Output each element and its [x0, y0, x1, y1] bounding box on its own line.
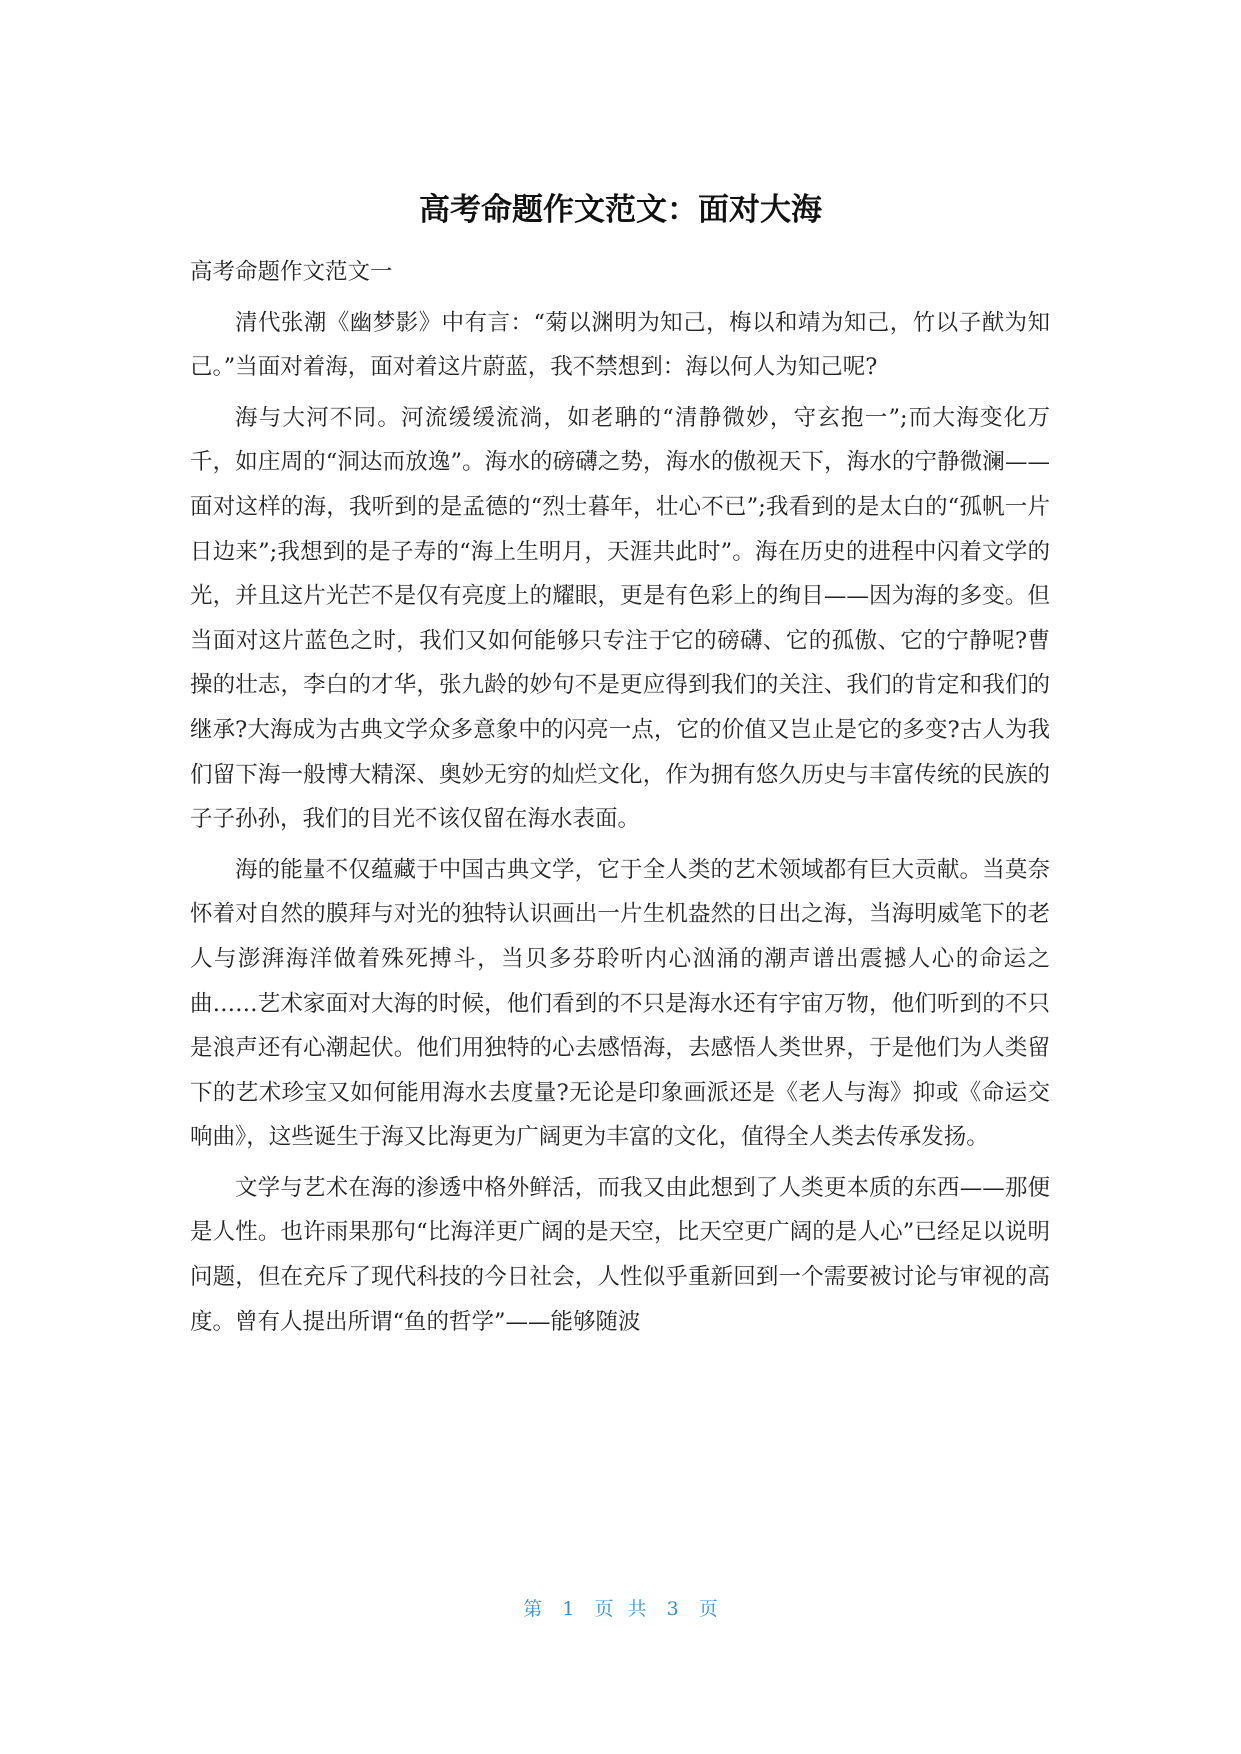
current-page-number: 1 [562, 1598, 575, 1620]
document-title: 高考命题作文范文：面对大海 [419, 192, 822, 228]
total-pages-number: 3 [666, 1598, 679, 1620]
section-heading: 高考命题作文范文一 [190, 259, 393, 285]
paragraph-2: 海与大河不同。河流缓缓流淌，如老聃的“清静微妙，守玄抱一”;而大海变化万千，如庄周的“洞达而放逸”。海水的磅礴之势，海水的傲视天下，海水的宁静微澜——面对这样的海，我听到的是孟德的“烈士暮年，壮心不已”;我看到的是太白的“孤帆一片日边来”;我想到的是子寿的“海上生明月，天涯共此时”。海在历史的进程中闪着文学的光，并且这片光芒不是仅有亮度上的耀眼，更是有色彩上的绚目——因为海的多变。但当面对这片蓝色之时，我们又如何能够只专注于它的磅礴、它的孤傲、它的宁静呢?曹操的壮志，李白的才华，张九龄的妙句不是更应得到我们的关注、我们的肯定和我们的继承?大海成为古典文学众多意象中的闪亮一点，它的价值又岂止是它的多变?古人为我们留下海一般博大精深、奥妙无穷的灿烂文化，作为拥有悠久历史与丰富传统的民族的子子孙孙，我们的目光不该仅留在海水表面。 [190, 404, 1050, 833]
paragraph-4: 文学与艺术在海的渗透中格外鲜活，而我又由此想到了人类更本质的东西——那便是人性。也许雨果那句“比海洋更广阔的是天空，比天空更广阔的是人心”已经足以说明问题，但在充斥了现代科技的今日社会，人性似乎重新回到一个需要被讨论与审视的高度。曾有人提出所谓“鱼的哲学”——能够随波 [190, 1174, 1050, 1335]
paragraph-1: 清代张潮《幽梦影》中有言：“菊以渊明为知己，梅以和靖为知己，竹以子猷为知己。”当面对着海，面对着这片蔚蓝，我不禁想到：海以何人为知己呢? [190, 309, 1050, 381]
paragraph-3: 海的能量不仅蕴藏于中国古典文学，它于全人类的艺术领域都有巨大贡献。当莫奈怀着对自然的膜拜与对光的独特认识画出一片生机盎然的日出之海，当海明威笔下的老人与澎湃海洋做着殊死搏斗，当贝多芬聆听内心汹涌的潮声谱出震撼人心的命运之曲……艺术家面对大海的时候，他们看到的不只是海水还有宇宙万物，他们听到的不只是浪声还有心潮起伏。他们用独特的心去感悟海，去感悟人类世界，于是他们为人类留下的艺术珍宝又如何能用海水去度量?无论是印象画派还是《老人与海》抑或《命运交响曲》，这些诞生于海又比海更为广阔更为丰富的文化，值得全人类去传承发扬。 [190, 856, 1050, 1151]
total-label: 共 [627, 1598, 647, 1620]
page-unit: 页 [594, 1598, 614, 1620]
page-number-footer [0, 1597, 1241, 1621]
total-unit: 页 [698, 1598, 718, 1620]
page-label: 第 [523, 1598, 543, 1620]
document-body [190, 250, 1050, 1344]
